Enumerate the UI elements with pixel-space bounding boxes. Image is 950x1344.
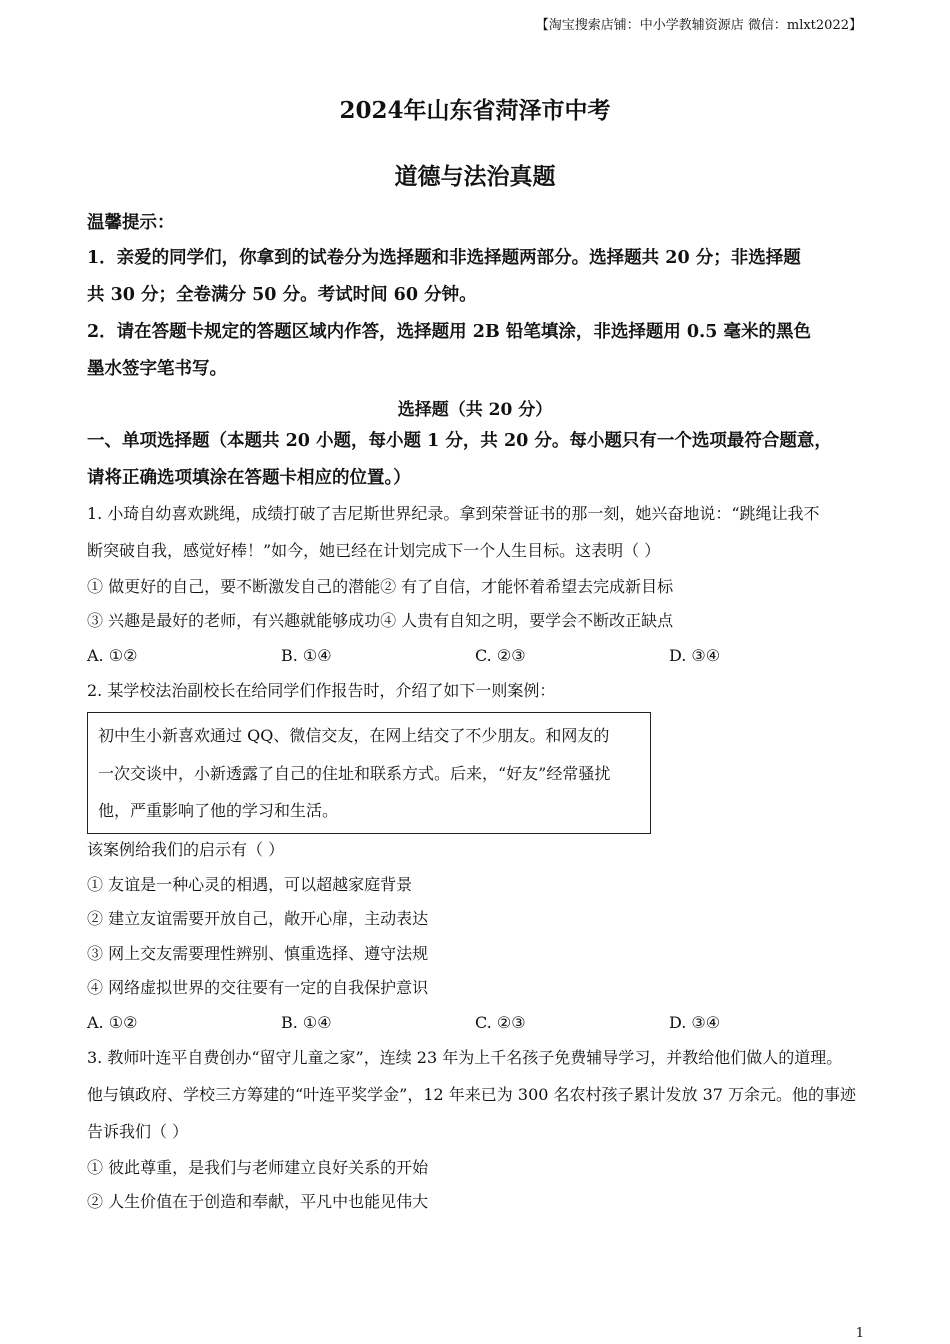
q2-case-line-2: 一次交谈中，小新透露了自己的住址和联系方式。后来，“好友”经常骚扰 — [98, 764, 611, 783]
q2-statement-1: ① 友谊是一种心灵的相遇，可以超越家庭背景 — [87, 875, 413, 894]
q2-option-d: D. ③④ — [669, 1013, 721, 1032]
q2-option-a: A. ①② — [87, 1013, 138, 1032]
q2-case-box — [87, 712, 651, 834]
q1-stem-1: 1. 小琦自幼喜欢跳绳，成绩打破了吉尼斯世界纪录。拿到荣誉证书的那一刻，她兴奋地说：“跳绳让我不 — [87, 504, 820, 523]
header-note: 【淘宝搜索店铺：中小学教辅资源店 微信：mlxt2022】 — [535, 18, 862, 33]
section-title: 选择题（共 20 分） — [397, 400, 553, 420]
q1-stem-2: 断突破自我，感觉好棒！”如今，她已经在计划完成下一个人生目标。这表明（ ） — [87, 541, 661, 560]
part1-instructions-2: 请将正确选项填涂在答题卡相应的位置。） — [87, 468, 411, 488]
q2-stem-1: 2. 某学校法治副校长在给同学们作报告时，介绍了如下一则案例： — [87, 681, 556, 700]
q3-stem-1: 3. 教师叶连平自费创办“留守儿童之家”，连续 23 年为上千名孩子免费辅导学习，并教给他们做人的道理。 — [87, 1048, 843, 1067]
q3-statement-2: ② 人生价值在于创造和奉献，平凡中也能见伟大 — [87, 1192, 429, 1211]
tips-line-2a: 2．请在答题卡规定的答题区域内作答，选择题用 2B 铅笔填涂，非选择题用 0.5 毫米的黑色 — [87, 322, 811, 342]
page-number: 1 — [855, 1326, 864, 1341]
q1-option-b: B. ①④ — [281, 646, 332, 665]
q2-option-b: B. ①④ — [281, 1013, 332, 1032]
q3-statement-1: ① 彼此尊重，是我们与老师建立良好关系的开始 — [87, 1158, 429, 1177]
tips-line-1a: 1．亲爱的同学们，你拿到的试卷分为选择题和非选择题两部分。选择题共 20 分；非选择题 — [87, 248, 801, 268]
part1-instructions-1: 一、单项选择题（本题共 20 小题，每小题 1 分，共 20 分。每小题只有一个选项最符合题意， — [87, 431, 832, 451]
q2-option-c: C. ②③ — [475, 1013, 526, 1032]
q3-stem-2: 他与镇政府、学校三方筹建的“叶连平奖学金”，12 年来已为 300 名农村孩子累计发放 37 万余元。他的事迹 — [87, 1085, 857, 1104]
q3-stem-3: 告诉我们（ ） — [87, 1122, 189, 1141]
q1-option-d: D. ③④ — [669, 646, 721, 665]
q2-question: 该案例给我们的启示有（ ） — [87, 840, 285, 859]
q2-case-line-3: 他，严重影响了他的学习和生活。 — [98, 801, 339, 820]
tips-line-2b: 墨水签字笔书写。 — [87, 359, 227, 379]
q1-option-c: C. ②③ — [475, 646, 526, 665]
q2-statement-2: ② 建立友谊需要开放自己，敞开心扉，主动表达 — [87, 909, 429, 928]
q1-options — [87, 646, 863, 665]
q1-option-a: A. ①② — [87, 646, 138, 665]
q1-statement-2: ③ 兴趣是最好的老师，有兴趣就能够成功④ 人贵有自知之明，要学会不断改正缺点 — [87, 611, 674, 630]
exam-subtitle: 道德与法治真题 — [394, 163, 556, 190]
q2-options — [87, 1013, 863, 1032]
q1-statement-1: ① 做更好的自己，要不断激发自己的潜能② 有了自信，才能怀着希望去完成新目标 — [87, 577, 674, 596]
exam-title: 2024年山东省菏泽市中考 — [339, 97, 611, 124]
q2-statement-3: ③ 网上交友需要理性辨别、慎重选择、遵守法规 — [87, 944, 429, 963]
q2-statement-4: ④ 网络虚拟世界的交往要有一定的自我保护意识 — [87, 978, 429, 997]
tips-line-1b: 共 30 分；全卷满分 50 分。考试时间 60 分钟。 — [87, 285, 477, 305]
tips-label: 温馨提示： — [87, 213, 175, 233]
q2-case-line-1: 初中生小新喜欢通过 QQ、微信交友，在网上结交了不少朋友。和网友的 — [98, 726, 610, 745]
